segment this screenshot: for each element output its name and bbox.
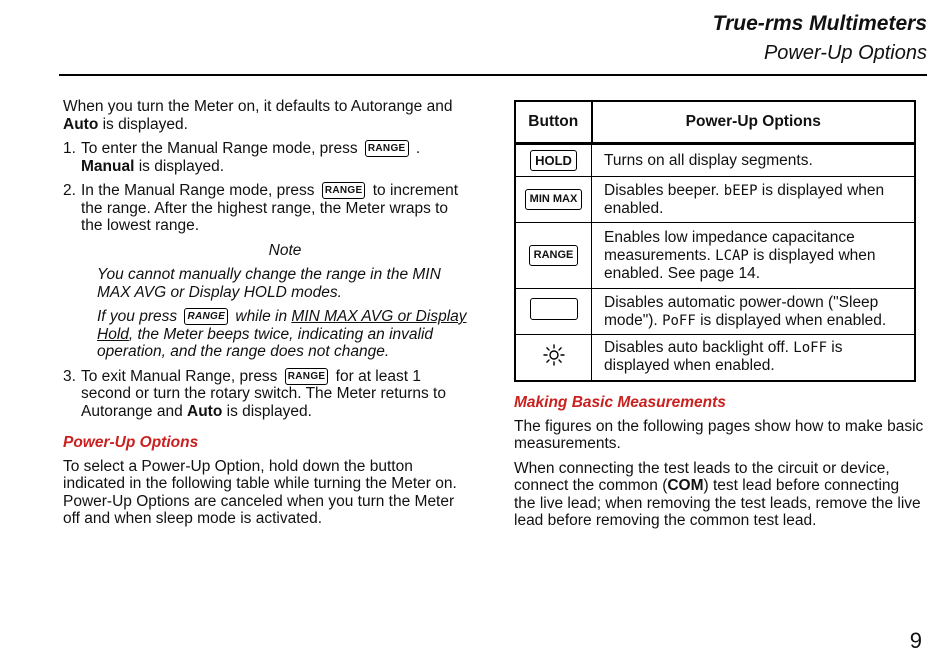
page-number: 9 [909, 628, 922, 653]
left-column [63, 98, 473, 535]
option-text: is displayed when enabled. [604, 339, 843, 375]
table-header-options: Power-Up Options [592, 101, 916, 144]
table-row [515, 144, 915, 177]
lcd-code: bEEP [723, 182, 758, 199]
note-box [97, 242, 473, 361]
step-bold: Manual [81, 157, 135, 175]
right-column [514, 394, 924, 537]
note-underlined-text: MIN MAX AVG or Display Hold [97, 308, 467, 343]
table-header-row [515, 101, 915, 144]
table-row [515, 289, 915, 335]
header-title: True-rms Multimeters [712, 12, 927, 35]
option-text: Enables low impedance capacitance measurements. [604, 228, 855, 264]
option-text: Turns on all display segments. [604, 151, 813, 169]
steps-list-continued [63, 368, 473, 421]
min-max-button-icon: MIN MAX [525, 189, 583, 210]
lcd-code: PoFF [662, 312, 696, 329]
option-cell [592, 144, 916, 177]
step-text: is displayed. [222, 402, 312, 420]
range-key-icon: RANGE [322, 182, 366, 199]
step-number: 1. [63, 140, 76, 157]
lcd-code: LCAP [715, 247, 749, 264]
table-row [515, 177, 915, 223]
option-text: is displayed when enabled. [604, 181, 885, 217]
blank-button-icon [530, 298, 578, 320]
hold-button-icon: HOLD [530, 150, 577, 171]
intro-paragraph [63, 98, 473, 133]
table-row [515, 335, 915, 381]
step-text: In the Manual Range mode, press [81, 182, 319, 199]
measurements-paragraph-1: The figures on the following pages show how to make basic measurements. [514, 417, 924, 452]
step-text: To enter the Manual Range mode, press [81, 140, 362, 157]
option-cell [592, 223, 916, 289]
table-header-button: Button [515, 101, 592, 144]
note-text: If you press [97, 308, 182, 325]
step-2 [63, 182, 473, 235]
backlight-sun-icon [542, 343, 566, 372]
step-number: 3. [63, 367, 76, 385]
option-text: Disables beeper. [604, 181, 724, 199]
note-paragraph [97, 308, 473, 361]
button-cell [515, 335, 592, 381]
table-row [515, 223, 915, 289]
option-cell [592, 177, 916, 223]
intro-text: When you turn the Meter on, it defaults to Autorange and [63, 98, 453, 115]
step-1 [63, 140, 473, 175]
option-text: is displayed when enabled. [695, 311, 887, 329]
step-bold: Auto [187, 402, 223, 420]
step-text: to increment the range. After the highest range, the Meter wraps to the lowest range. [81, 182, 459, 234]
range-key-icon: RANGE [285, 368, 329, 385]
note-paragraph: You cannot manually change the range in the MIN MAX AVG or Display HOLD modes. [97, 266, 441, 301]
intro-text-end: is displayed. [98, 115, 188, 133]
com-bold: COM [667, 477, 704, 494]
button-cell [515, 177, 592, 223]
step-3 [63, 368, 473, 421]
step-text: To exit Manual Range, press [81, 367, 282, 385]
option-text: is displayed when enabled. See page 14. [604, 246, 876, 282]
range-button-icon: RANGE [529, 245, 579, 266]
lcd-code: LoFF [793, 340, 827, 357]
range-key-icon: RANGE [365, 140, 409, 157]
option-cell [592, 289, 916, 335]
section-heading-power-up: Power-Up Options [63, 434, 199, 451]
header-subtitle: Power-Up Options [763, 42, 927, 64]
step-text: . [411, 140, 421, 157]
steps-list [63, 140, 473, 235]
paragraph-text: ) test lead before connecting the live lead; when removing the test leads, remove the live lead before removing the common test lead. [514, 477, 921, 529]
option-text: Disables automatic power-down ("Sleep mode"). [604, 293, 879, 329]
option-text: Disables auto backlight off. [604, 339, 794, 357]
measurements-paragraph-2 [514, 460, 924, 530]
option-cell [592, 335, 916, 381]
header-rule [59, 74, 927, 76]
intro-bold: Auto [63, 115, 99, 133]
power-up-options-table [514, 100, 916, 382]
button-cell [515, 144, 592, 177]
note-text: , the Meter beeps twice, indicating an invalid operation, and the range does not change. [97, 325, 434, 360]
button-cell [515, 223, 592, 289]
step-number: 2. [63, 182, 76, 199]
section-heading-measurements: Making Basic Measurements [514, 394, 726, 411]
step-text: for at least 1 second or turn the rotary switch. The Meter returns to Autorange and [81, 367, 446, 420]
paragraph-text: When connecting the test leads to the circuit or device, connect the common ( [514, 459, 890, 494]
note-title: Note [268, 241, 302, 259]
section-paragraph: To select a Power-Up Option, hold down the button indicated in the following table while turning the Meter on. Power-Up Options are canceled when you turn the Meter off and when sleep mode is activated. [63, 457, 457, 527]
note-text: while in [231, 308, 292, 325]
range-key-icon: RANGE [184, 308, 228, 325]
button-cell [515, 289, 592, 335]
step-text: is displayed. [134, 157, 225, 175]
